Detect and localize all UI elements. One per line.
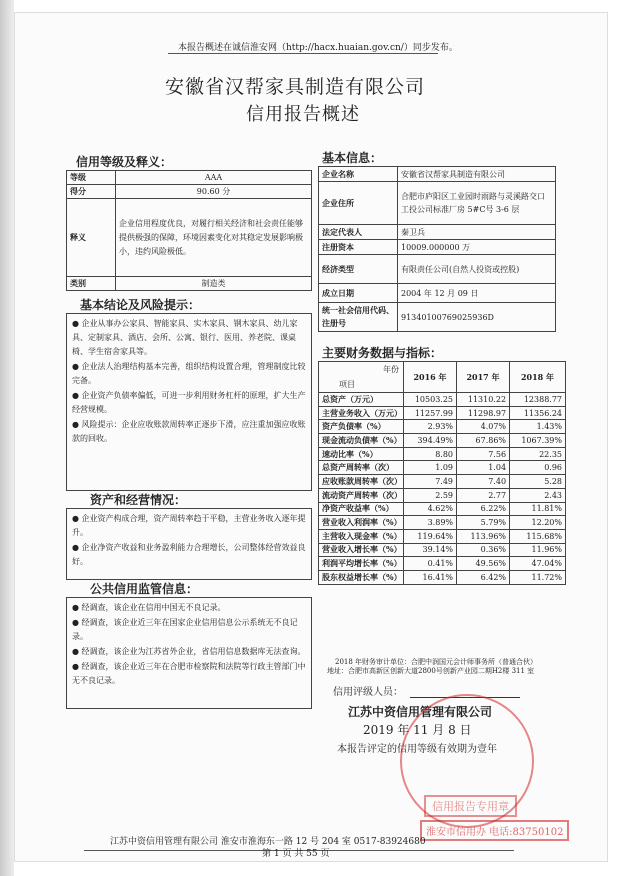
supervision-heading: 公共信用监管信息： <box>90 582 199 596</box>
assets-item: ● 企业资产构成合理，资产周转率趋于平稳，主营业务收入逐年提升。 <box>72 514 306 537</box>
finance-cell: 0.96 <box>510 461 566 475</box>
finance-row <box>319 420 566 434</box>
econ-type-label: 经济类型 <box>319 255 398 284</box>
item-label: 项目 <box>339 380 355 389</box>
footer-contact: 江苏中资信用管理有限公司 淮安市淮海东一路 12 号 204 室 0517-83924680 <box>110 837 426 847</box>
finance-cell: 12388.77 <box>510 393 566 407</box>
finance-row-label: 速动比率（%） <box>319 447 404 461</box>
header-rule <box>168 53 438 54</box>
assets-item: ● 企业净资产收益和业务盈利能力合理增长，公司整体经营效益良好。 <box>72 543 306 566</box>
finance-cell: 3.89% <box>404 516 457 530</box>
company-title: 安徽省汉帮家具制造有限公司 <box>165 76 426 98</box>
finance-row <box>319 447 566 461</box>
company-name-value: 安徽省汉帮家具制造有限公司 <box>398 167 556 182</box>
finance-corner-cell <box>319 362 404 393</box>
category-value: 制造类 <box>116 277 312 291</box>
meaning-label: 释义 <box>67 199 116 277</box>
finance-cell: 7.56 <box>457 447 510 461</box>
conclusion-item: ● 企业资产负债率偏低，可进一步利用财务杠杆的原理，扩大生产经营规模。 <box>72 391 306 414</box>
finance-cell: 2.59 <box>404 488 457 502</box>
finance-row <box>319 434 566 448</box>
meaning-text: 企业信用程度优良，对履行相关经济和社会责任能够提供极强的保障，环境因素变化对其稳定发展影响极小，违约风险极低。 <box>116 199 312 277</box>
audit-address: 地址：合肥市高新区创新大道2800号创新产业园二期H2楼 311 室 <box>327 667 535 675</box>
address-label: 企业住所 <box>319 182 398 225</box>
finance-cell: 39.14% <box>404 543 457 557</box>
finance-row <box>319 529 566 543</box>
finance-row <box>319 393 566 407</box>
supervision-item: ● 经调查，该企业近三年在国家企业信用信息公示系统无不良记录。 <box>72 618 298 641</box>
year-header: 2016 年 <box>404 362 457 393</box>
issuer-name: 江苏中资信用管理有限公司 <box>348 705 493 719</box>
finance-row <box>319 502 566 516</box>
finance-row-label: 利润平均增长率（%） <box>319 557 404 571</box>
finance-cell: 0.36% <box>457 543 510 557</box>
finance-cell: 115.68% <box>510 529 566 543</box>
conclusion-box <box>66 313 312 491</box>
finance-row <box>319 406 566 420</box>
founded-label: 成立日期 <box>319 284 398 303</box>
score-label: 得分 <box>67 185 116 199</box>
finance-cell: 67.86% <box>457 434 510 448</box>
finance-cell: 11257.99 <box>404 406 457 420</box>
conclusion-item: ● 风险提示：企业应收账款周转率正逐步下滑，应注重加强应收账款的回收。 <box>72 420 306 443</box>
rating-table <box>66 170 312 291</box>
finance-cell: 113.96% <box>457 529 510 543</box>
page-number: 第 1 页 共 55 页 <box>262 849 330 859</box>
finance-cell: 11310.22 <box>457 393 510 407</box>
finance-cell: 0.41% <box>404 557 457 571</box>
finance-cell: 5.79% <box>457 516 510 530</box>
supervision-item: ● 经调查，该企业在信用中国无不良记录。 <box>72 603 226 612</box>
finance-row-label: 营业收入利润率（%） <box>319 516 404 530</box>
econ-type-value: 有限责任公司(自然人投资或控股) <box>398 255 556 284</box>
finance-row <box>319 461 566 475</box>
basic-info-table <box>318 166 556 332</box>
capital-value: 10009.000000 万 <box>398 240 556 255</box>
legal-rep-label: 法定代表人 <box>319 225 398 240</box>
finance-row <box>319 570 566 584</box>
finance-row-label: 资产负债率（%） <box>319 420 404 434</box>
supervision-box <box>66 597 312 709</box>
audit-note: 2018 年财务审计单位：合肥中润国元会计师事务所（普通合伙） <box>335 658 538 666</box>
finance-cell: 11.72% <box>510 570 566 584</box>
finance-cell: 6.42% <box>457 570 510 584</box>
finance-row <box>319 516 566 530</box>
finance-table <box>318 361 566 585</box>
finance-row <box>319 557 566 571</box>
company-name-label: 企业名称 <box>319 167 398 182</box>
finance-row-label: 股东权益增长率（%） <box>319 570 404 584</box>
binder-edge <box>0 0 14 876</box>
office-seal: 淮安市信用办 电话:83750102 <box>420 820 569 841</box>
finance-cell: 119.64% <box>404 529 457 543</box>
capital-label: 注册资本 <box>319 240 398 255</box>
finance-cell: 12.20% <box>510 516 566 530</box>
credit-code-label: 统一社会信用代码、注册号 <box>319 303 398 332</box>
finance-cell: 4.62% <box>404 502 457 516</box>
finance-cell: 49.56% <box>457 557 510 571</box>
score-value: 90.60 分 <box>116 185 312 199</box>
finance-row-label: 应收账款周转率（次） <box>319 475 404 489</box>
finance-cell: 1.43% <box>510 420 566 434</box>
finance-row-label: 主营收入现金率（%） <box>319 529 404 543</box>
finance-row <box>319 488 566 502</box>
finance-cell: 16.41% <box>404 570 457 584</box>
finance-row-label: 总资产周转率（次） <box>319 461 404 475</box>
finance-cell: 11298.97 <box>457 406 510 420</box>
issue-date: 2019 年 11 月 8 日 <box>363 723 472 737</box>
finance-cell: 47.04% <box>510 557 566 571</box>
finance-heading: 主要财务数据与指标： <box>322 346 443 360</box>
finance-cell: 7.40 <box>457 475 510 489</box>
finance-rows <box>319 393 566 585</box>
founded-value: 2004 年 12 月 09 日 <box>398 284 556 303</box>
finance-row-label: 总资产（万元） <box>319 393 404 407</box>
finance-cell: 1067.39% <box>510 434 566 448</box>
report-title: 信用报告概述 <box>246 104 360 125</box>
finance-cell: 2.43 <box>510 488 566 502</box>
analyst-label: 信用评级人员： <box>333 687 403 698</box>
validity-note: 本报告评定的信用等级有效期为壹年 <box>337 744 497 755</box>
year-label: 年份 <box>383 365 399 374</box>
finance-row-label: 现金流动负债率（%） <box>319 434 404 448</box>
finance-cell: 8.80 <box>404 447 457 461</box>
finance-cell: 10503.25 <box>404 393 457 407</box>
category-label: 类别 <box>67 277 116 291</box>
supervision-item: ● 经调查，该企业近三年在合肥市检察院和法院等行政主管部门中无不良记录。 <box>72 662 306 685</box>
finance-row-label: 主营业务收入（万元） <box>319 406 404 420</box>
publish-notice: 本报告概述在诚信淮安网（http://hacx.huaian.gov.cn/）同步发布。 <box>178 43 458 53</box>
finance-cell: 2.77 <box>457 488 510 502</box>
year-header: 2018 年 <box>510 362 566 393</box>
finance-row-label: 净资产收益率（%） <box>319 502 404 516</box>
finance-cell: 2.93% <box>404 420 457 434</box>
finance-row <box>319 475 566 489</box>
supervision-item: ● 经调查，该企业为江苏省外企业，省信用信息数据库无法查询。 <box>72 647 306 656</box>
conclusion-item: ● 企业法人治理结构基本完善，组织结构设置合理，管理制度比较完备。 <box>72 362 306 385</box>
finance-cell: 11356.24 <box>510 406 566 420</box>
grade-value: AAA <box>116 171 312 185</box>
finance-row <box>319 543 566 557</box>
assets-box <box>66 508 312 580</box>
credit-code-value: 91340100769025936D <box>398 303 556 332</box>
conclusion-item: ● 企业从事办公家具、智能家具、实木家具、钢木家具、幼儿家具、定制家具、酒店、会所、公寓、银行、医用、养老院、课桌椅、学生宿舍家具等。 <box>72 319 298 356</box>
finance-cell: 11.81% <box>510 502 566 516</box>
year-header: 2017 年 <box>457 362 510 393</box>
finance-cell: 4.07% <box>457 420 510 434</box>
finance-cell: 1.09 <box>404 461 457 475</box>
rating-heading: 信用等级及释义： <box>76 155 173 169</box>
finance-cell: 11.96% <box>510 543 566 557</box>
finance-cell: 5.28 <box>510 475 566 489</box>
legal-rep-value: 秦卫兵 <box>398 225 556 240</box>
address-value: 合肥市庐阳区工业园时雨路与灵溪路交口工投公司标准厂房 5#C号 3-6 层 <box>398 182 556 225</box>
conclusion-heading: 基本结论及风险提示： <box>80 298 201 312</box>
grade-label: 等级 <box>67 171 116 185</box>
assets-heading: 资产和经营情况： <box>90 493 187 507</box>
finance-cell: 22.35 <box>510 447 566 461</box>
finance-row-label: 流动资产周转率（次） <box>319 488 404 502</box>
report-seal: 信用报告专用章 <box>424 795 517 817</box>
finance-cell: 1.04 <box>457 461 510 475</box>
basic-info-heading: 基本信息： <box>322 151 383 165</box>
finance-cell: 7.49 <box>404 475 457 489</box>
finance-row-label: 营业收入增长率（%） <box>319 543 404 557</box>
finance-cell: 394.49% <box>404 434 457 448</box>
finance-cell: 6.22% <box>457 502 510 516</box>
